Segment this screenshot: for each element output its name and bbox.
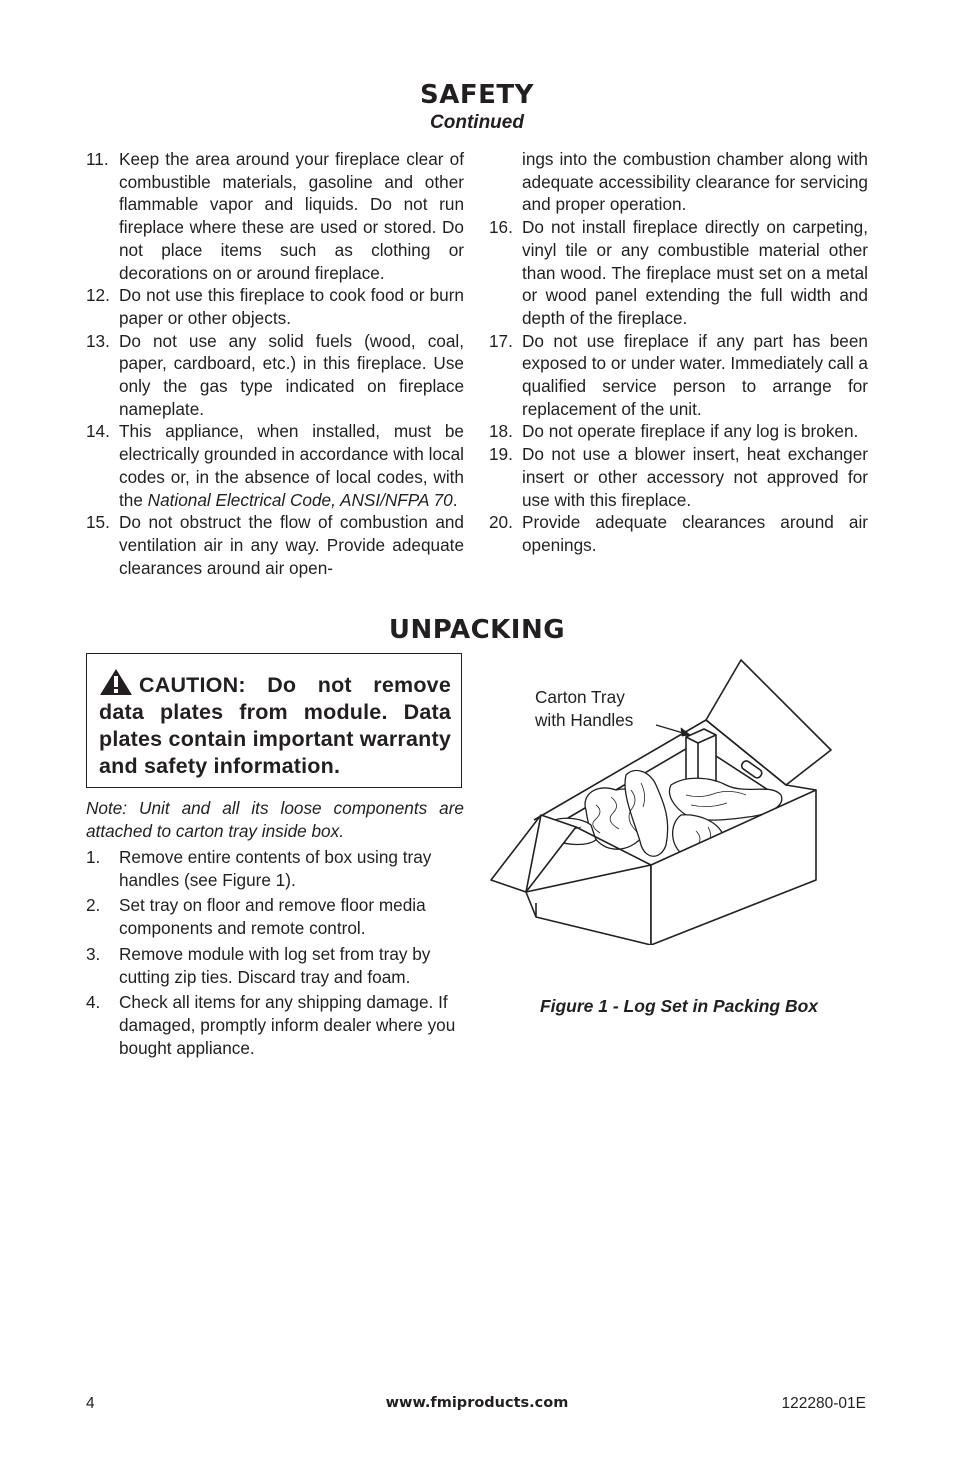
step-number: 2. (86, 895, 101, 916)
step-text: Check all items for any shipping damage. If damaged, promptly inform dealer where you bought appliance. (119, 992, 456, 1058)
step-number: 3. (86, 943, 101, 964)
item-number: 19. (489, 444, 513, 465)
safety-item-18 (489, 420, 868, 443)
safety-item-13 (86, 330, 464, 421)
item-text: Do not operate fireplace if any log is broken. (522, 421, 859, 442)
item-text: Do not use this fireplace to cook food or burn paper or other objects. (119, 285, 464, 328)
item-number: 20. (489, 512, 513, 533)
unpacking-step-3 (86, 943, 464, 988)
item-text: Provide adequate clearances around air openings. (522, 512, 868, 555)
document-code: 122280-01E (781, 1395, 866, 1412)
safety-item-11 (86, 148, 464, 284)
figure-caption: Figure 1 - Log Set in Packing Box (539, 996, 819, 1016)
item-text: Keep the area around your fireplace clear of combustible materials, gasoline and other flammable vapor and liquids. Do not run fireplace where these are used or stored. Do not place items such as clothing or decorations on or around fireplace. (119, 149, 464, 283)
item-number: 12. (86, 285, 110, 306)
caution-box (86, 653, 462, 788)
item-number: 13. (86, 330, 110, 351)
unpacking-steps (86, 846, 464, 1062)
safety-item-20 (489, 511, 868, 556)
step-text: Remove module with log set from tray by cutting zip ties. Discard tray and foam. (119, 943, 431, 987)
safety-list-right (489, 148, 868, 557)
item-text: Do not use a blower insert, heat exchanger insert or other accessory not approved for use with this fireplace. (522, 444, 868, 510)
safety-item-17 (489, 330, 868, 421)
code-reference: National Electrical Code, ANSI/NFPA 70 (147, 489, 453, 510)
warning-triangle-icon (99, 668, 133, 696)
safety-item-16 (489, 216, 868, 330)
item-number: 16. (489, 217, 513, 238)
item-text: Do not use any solid fuels (wood, coal, paper, cardboard, etc.) in this fireplace. Use only the gas type indicated on fireplace nameplate. (119, 330, 464, 419)
item-number: 15. (86, 512, 110, 533)
safety-item-15 (86, 511, 464, 579)
safety-heading: SAFETY (420, 80, 534, 110)
safety-item-12 (86, 284, 464, 329)
safety-item-19 (489, 443, 868, 511)
step-text: Set tray on floor and remove floor media components and remote control. (119, 895, 426, 939)
step-text: Remove entire contents of box using tray handles (see Figure 1). (119, 847, 432, 890)
website-link[interactable]: www.fmiproducts.com (385, 1395, 569, 1411)
item-number: 11. (86, 149, 109, 169)
item-number: 17. (489, 330, 513, 351)
item-text (119, 420, 464, 511)
safety-item-15-continued: ings into the combustion chamber along with adequate accessibility clearance for servicing and proper operation. (522, 149, 868, 215)
item-text: Do not obstruct the flow of combustion and ventilation air in any way. Provide adequate clearances around air open- (119, 512, 464, 578)
item-number: 18. (489, 421, 513, 442)
unpacking-note: Note: Unit and all its loose components are attached to carton tray inside box. (86, 798, 464, 841)
item-text: Do not use fireplace if any part has been exposed to or under water. Immediately call a qualified service person to arrange for replacement of the unit. (522, 330, 868, 419)
safety-item-14 (86, 420, 464, 511)
unpacking-step-1 (86, 846, 464, 891)
unpacking-step-4 (86, 991, 464, 1059)
unpacking-heading: UNPACKING (388, 615, 566, 645)
step-number: 1. (86, 847, 101, 867)
item-number: 14. (86, 421, 110, 442)
item-text: Do not install fireplace directly on carpeting, vinyl tile or any combustible material other than wood. The fireplace must set on a metal or wood panel extending the full width and depth of the fireplace. (522, 217, 868, 328)
item-text-part: This appliance, when installed, must be electrically grounded in accordance with local codes or, in the absence of local codes, with the (119, 421, 464, 510)
safety-subheading: Continued (430, 112, 524, 133)
safety-list-left (86, 148, 464, 579)
callout-line-1: Carton Tray (535, 687, 625, 707)
caution-text: CAUTION: Do not remove data plates from module. Data plates contain important warranty and safety information. (99, 673, 451, 778)
step-number: 4. (86, 992, 101, 1013)
callout-line-2: with Handles (535, 709, 634, 730)
item-text-part: . (452, 489, 458, 510)
unpacking-step-2 (86, 894, 464, 939)
caution-message (99, 668, 451, 780)
page-number: 4 (86, 1395, 95, 1412)
figure-callout (535, 686, 633, 731)
